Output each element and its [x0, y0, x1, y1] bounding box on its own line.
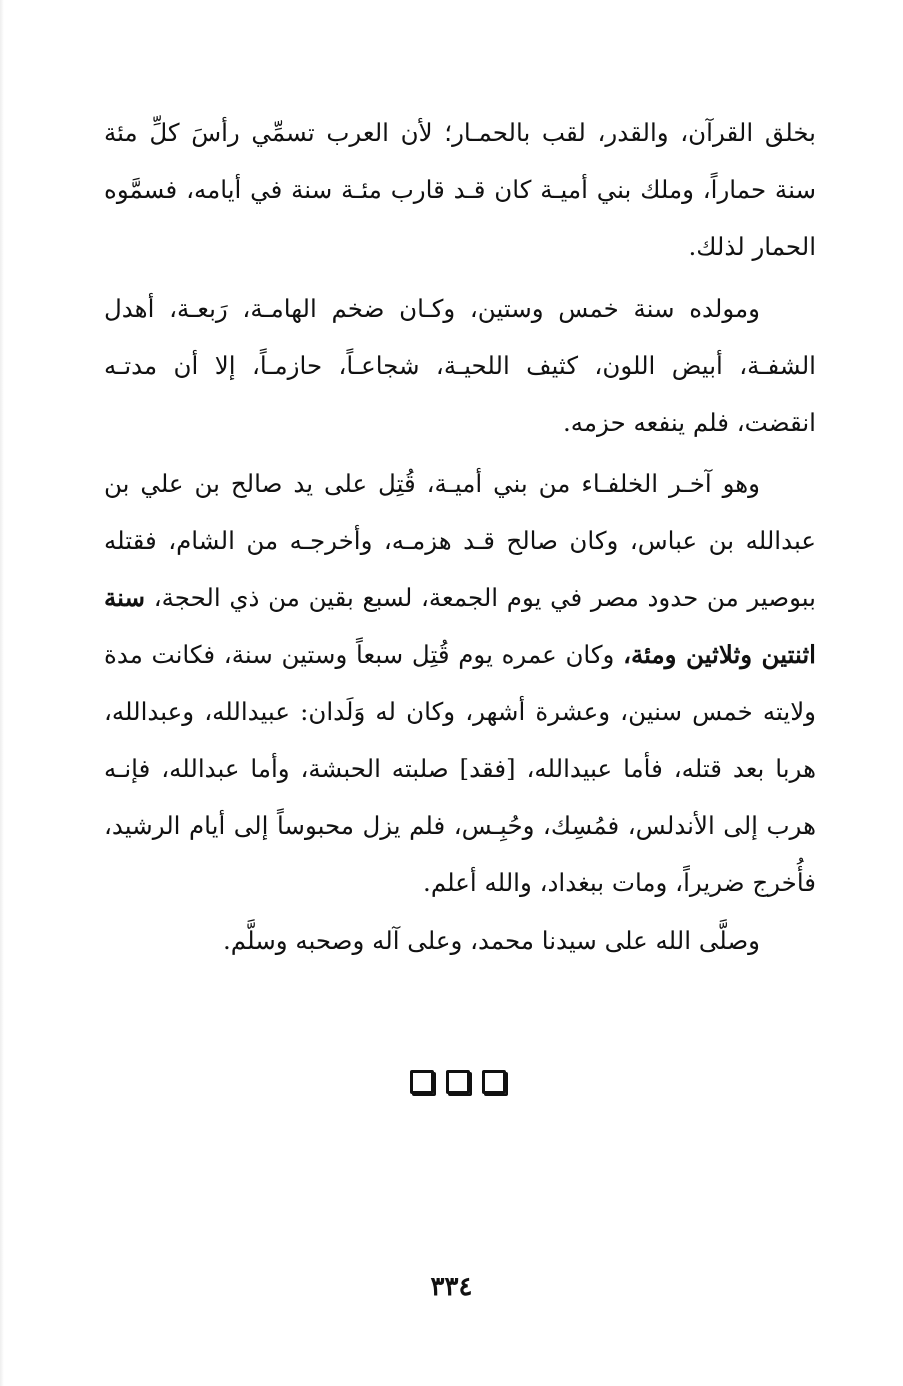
paragraph-2-text: ومولده سنة خمس وستين، وكـان ضخم الهامـة، رَبعـة، أهدل الشفـة، أبيض اللون، كثيف اللحيـة، شجاعـاً، حازمـاً، إلا أن مدتـه انقضت، فلم ينفعه حزمه.: [104, 294, 816, 437]
paragraph-1: [104, 104, 816, 275]
paragraph-3-text-start: وهو آخـر الخلفـاء من بني أميـة، قُتِل على يد صالح بن علي بن عبدالله بن عباس، وكان صالح قـد هزمـه، وأخرجـه من الشام، فقتله ببوصير من حدود مصر في يوم الجمعة، لسبع بقين من ذي الحجة،: [104, 469, 816, 612]
paragraph-3-bold-date: سنة اثنتين وثلاثين ومئة،: [104, 583, 816, 669]
square-bullet-icon: [410, 1070, 434, 1094]
paragraph-3: [104, 455, 816, 911]
section-end-ornament: [410, 1070, 506, 1094]
square-bullet-icon: [446, 1070, 470, 1094]
square-bullet-icon: [482, 1070, 506, 1094]
paragraph-1-text: بخلق القرآن، والقدر، لقب بالحمـار؛ لأن العرب تسمِّي رأسَ كلِّ مئة سنة حماراً، وملك بني أميـة كان قـد قارب مئـة سنة في أيامه، فسمَّوه الحمار لذلك.: [104, 118, 816, 261]
paragraph-3-text: [104, 455, 816, 911]
page-number: ٣٣٤: [430, 1272, 473, 1302]
paragraph-3-text-end: وكان عمره يوم قُتِل سبعاً وستين سنة، فكانت مدة ولايته خمس سنين، وعشرة أشهر، وكان له وَلَدان: عبيدالله، وعبدالله، هربا بعد قتله، فأما عبيدالله، [فقد] صلبته الحبشة، وأما عبدالله، فإنـه هرب إلى الأندلس، فمُسِك، وحُبِـس، فلم يزل محبوساً إلى أيام الرشيد، فأُخرج ضريراً، ومات ببغداد، والله أعلم.: [104, 640, 816, 897]
paragraph-2: [104, 280, 816, 451]
closing-prayer: وصلَّى الله على سيدنا محمد، وعلى آله وصحبه وسلَّم.: [222, 926, 760, 955]
scan-edge: [0, 0, 4, 1386]
